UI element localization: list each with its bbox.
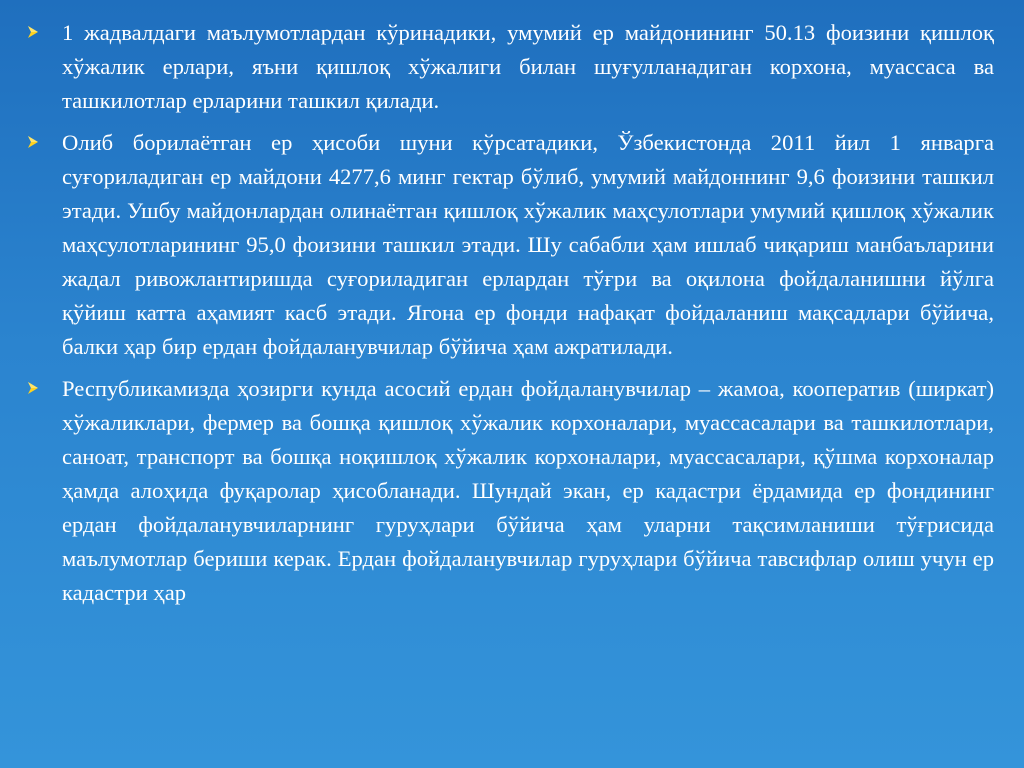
bullet-list xyxy=(26,16,994,618)
arrow-bullet-icon xyxy=(26,25,40,39)
bullet-text: 1 жадвалдаги маълумотлардан кўринадики, умумий ер майдонининг 50.13 фоизини қишлоқ хўжалик ерлари, яъни қишлоқ хўжалиги билан шуғулланадиган корхона, муассаса ва ташкилотлар ерларини ташкил қилади. xyxy=(62,20,994,113)
bullet-text: Республикамизда ҳозирги кунда асосий ердан фойдаланувчилар – жамоа, кооператив (ширкат) хўжаликлари, фермер ва бошқа қишлоқ хўжалик корхоналари, муассасалари ва ташкилотлари, саноат, транспорт ва бошқа ноқишлоқ хўжалик корхоналари, муассасалари, қўшма корхоналар ҳамда алоҳида фуқаролар ҳисобланади. Шундай экан, ер кадастри ёрдамида ер фондининг ердан фойдаланувчиларнинг гуруҳлари бўйича ҳам уларни тақсимланиши тўғрисида маълумотлар бериши керак. Ердан фойдаланувчилар гуруҳлари бўйича тавсифлар олиш учун ер кадастри ҳар xyxy=(62,376,994,605)
bullet-text: Олиб борилаётган ер ҳисоби шуни кўрсатадики, Ўзбекистонда 2011 йил 1 январга суғориладиган ер майдони 4277,6 минг гектар бўлиб, умумий майдоннинг 9,6 фоизини ташкил этади. Ушбу майдонлардан олинаётган қишлоқ хўжалик маҳсулотлари умумий қишлоқ хўжалик маҳсулотларининг 95,0 фоизини ташкил этади. Шу сабабли ҳам ишлаб чиқариш манбаъларини жадал ривожлантиришда суғориладиган ерлардан тўғри ва оқилона фойдаланишни йўлга қўйиш катта аҳамият касб этади. Ягона ер фонди нафақат фойдаланиш мақсадлари бўйича, балки ҳар бир ердан фойдаланувчилар бўйича ҳам ажратилади. xyxy=(62,130,994,359)
bullet-item xyxy=(26,372,994,610)
arrow-bullet-icon xyxy=(26,135,40,149)
bullet-item xyxy=(26,126,994,364)
arrow-bullet-icon xyxy=(26,381,40,395)
bullet-item xyxy=(26,16,994,118)
